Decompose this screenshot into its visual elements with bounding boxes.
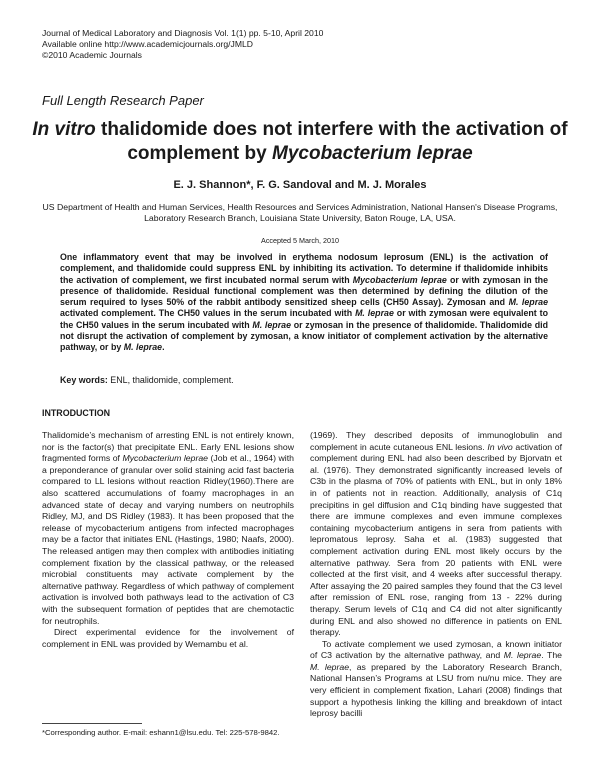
abstract-italic: Mycobacterium leprae	[352, 274, 447, 285]
paragraph-italic: M. leprae	[310, 661, 350, 672]
title-main-text: thalidomide does not interfere with the activation of complement by	[95, 119, 568, 164]
paragraph-text: Thalidomide’s mechanism of arresting ENL is not entirely known, nor is the factor(s) that precipitate ENL. Early ENL lesions show fragmented forms of	[42, 430, 294, 464]
keywords-label: Key words:	[60, 375, 108, 385]
available-online-line: Available online http://www.academicjournals.org/JMLD	[42, 39, 253, 49]
abstract-italic: M. leprae	[355, 308, 394, 319]
abstract-text: One inflammatory event that may be involved in erythema nodosum leprosum (ENL) is the activation of complement, and thalidomide could suppress ENL by inhibiting its activation. To determine if thalidomide inhibits the activation of complement, we first incubated normal serum with	[60, 252, 548, 285]
accepted-date: Accepted 5 March, 2010	[261, 236, 339, 245]
paragraph-text: (1969). They described deposits of immunoglobulin and complement in acute cutaneous ENL lesions.	[310, 430, 562, 452]
footnote-divider	[42, 723, 142, 724]
paragraph-italic: Mycobacterium leprae	[122, 453, 209, 464]
paragraph	[310, 639, 562, 720]
keywords	[60, 375, 548, 385]
paragraph-text: activation of complement during ENL had also been described by Bjorvatn et al. (1976). They demonstrated significantly increased levels of C3b in the plasma of 70% of patients with ENL, but in only 18% in of patients not in reaction. Additionally, analysis of C1q precipitins in gel diffusion and C1q binding have suggested that there are immune complexes and even immune complexes containing mycobacterium antigens in sera from patients with lepromatous leprosy. Saha et al. (1983) suggested that complement activation during ENL most likely occurs by the alternative pathway. Sera from 20 patients with ENL were collected at the first visit, and 4 weeks after successful therapy. After assaying the 20 paired samples they found that the C3 level after remission of ENL rose, ranging from 13 - 22% during therapy. Serum levels of C1q and C4 did not alter significantly during ENL and also showed no difference in patients on ENL therapy.	[310, 441, 563, 638]
abstract-italic: M. leprae	[123, 342, 163, 352]
affiliation: US Department of Health and Human Services, Health Resources and Services Administration, National Hansen's Disease Programs, Laboratory Research Branch, Louisiana State University, Baton Rouge, LA, USA.	[42, 202, 558, 224]
journal-header	[42, 28, 323, 61]
paper-type: Full Length Research Paper	[42, 93, 204, 108]
left-column	[42, 430, 294, 650]
paragraph-text: To activate complement we used zymosan, a known initiator of C3 activation by the alternative pathway, and	[310, 638, 562, 661]
abstract-text: or with zymosan were equivalent to the CH50 values in the serum incubated with	[60, 308, 549, 330]
abstract-text: activated complement. The CH50 values in the serum incubated with	[60, 308, 356, 319]
paragraph-text: (Job et al., 1964) with a preponderance of granular over solid staining acid fast bacteria compared to LL lesions without reaction Ridley(1960).There are also scattered accumulations of foamy macrophages in an advanced state of decay and varying numbers on neutrophils Ridley, MJ, and DS Ridley (1983). It has been proposed that the release of mycobacterium antigens from infected macrophages may be a factor that initiates ENL (Hastings, 1980; Naafs, 2000). The released antigen may then complex with antibodies initiating complement fixation by the classical pathway, or the released microbial constituents may activate complement by the alternative pathway. Regardless of which pathway of complement activation is involved both pathways lead to the activation of C3 with the subsequent formation of peptides that are chemotactic for neutrophils.	[42, 453, 294, 626]
abstract-text: or zymosan in the presence of thalidomide. Thalidomide did not disrupt the activation of complement by zymosan, a know initiator of complement activation by the alternative pathway, or by	[60, 319, 548, 352]
paragraph-text: , as prepared by the Laboratory Research Branch, National Hansen’s Programs at LSU from nu/nu mice. They are very efficient in complement fixation, Lahari (2008) findings that support a hypothesis linking the killing and breakdown of intact leprosy bacilli	[310, 661, 562, 719]
authors: E. J. Shannon*, F. G. Sandoval and M. J. Morales	[173, 179, 427, 191]
journal-line: Journal of Medical Laboratory and Diagnosis Vol. 1(1) pp. 5-10, April 2010	[42, 28, 324, 38]
paragraph: Direct experimental evidence for the involvement of complement in ENL was provided by Wemambu et al.	[42, 627, 294, 649]
title-italic-organism: Mycobacterium leprae	[272, 143, 473, 164]
title-italic-in-vitro: In vitro	[32, 119, 96, 140]
abstract-text: or with zymosan in the presence of thalidomide. Residual functional complement was then determined by defining the dilution of the serum required to lyses 50% of the rabbit antibody sensitized sheep cells (CH50 Assay). Zymosan and	[60, 274, 548, 307]
right-column	[310, 430, 562, 720]
keywords-text: ENL, thalidomide, complement.	[107, 375, 234, 385]
abstract	[60, 252, 548, 353]
abstract-italic: M. leprae	[252, 319, 291, 330]
copyright-line: ©2010 Academic Journals	[42, 50, 142, 60]
paragraph	[310, 430, 562, 639]
abstract-text: .	[162, 342, 165, 352]
paragraph-italic: M. leprae	[503, 650, 542, 661]
paper-title	[30, 118, 570, 166]
section-heading-introduction: INTRODUCTION	[42, 408, 111, 418]
paragraph	[42, 430, 294, 627]
corresponding-author-footnote: *Corresponding author. E-mail: eshann1@lsu.edu. Tel: 225-578-9842.	[42, 728, 280, 737]
paragraph-text: . The	[541, 650, 563, 661]
paragraph-italic: In vivo	[487, 441, 513, 452]
abstract-italic: M. leprae	[508, 297, 548, 307]
